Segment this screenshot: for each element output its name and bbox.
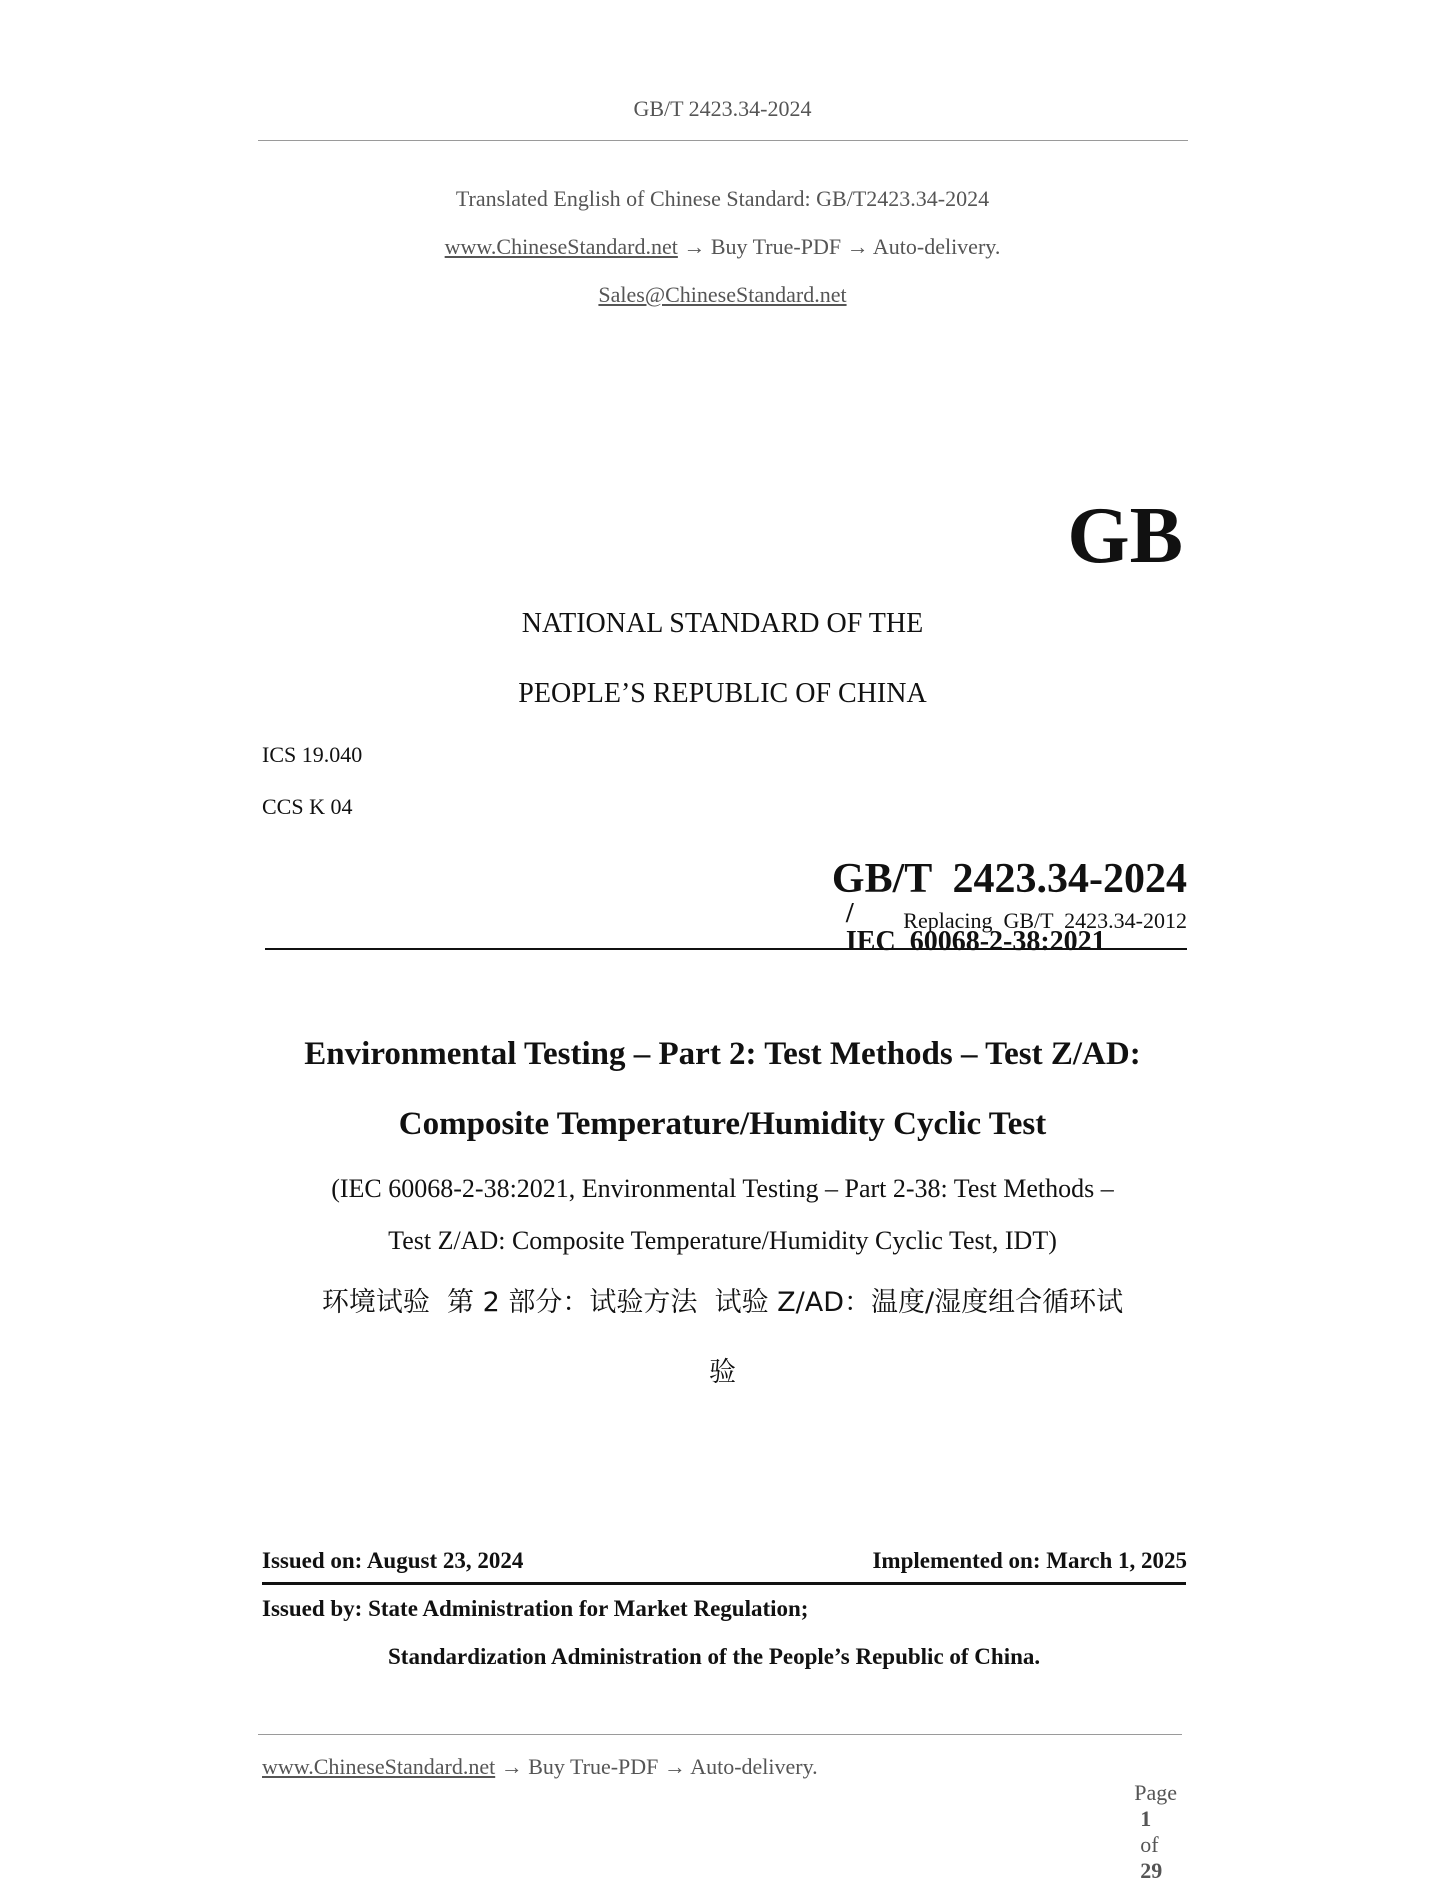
- footer-promo: [262, 1754, 818, 1780]
- title-line2: Composite Temperature/Humidity Cyclic Test: [398, 1106, 1047, 1142]
- header-divider: [258, 140, 1188, 141]
- footer-chinesestandard-link[interactable]: www.ChineseStandard.net: [262, 1754, 496, 1779]
- title-line1: Environmental Testing – Part 2: Test Methods – Test Z/AD:: [304, 1036, 1141, 1072]
- iec-title-line2: Test Z/AD: Composite Temperature/Humidity Cyclic Test, IDT): [388, 1226, 1057, 1255]
- page-current: 1: [1140, 1806, 1152, 1831]
- sales-email-link[interactable]: Sales@ChineseStandard.net: [598, 282, 847, 307]
- chinese-title-line2: 验: [709, 1357, 736, 1388]
- national-standard-line2: PEOPLE’S REPUBLIC OF CHINA: [518, 678, 927, 709]
- iec-title-line1: (IEC 60068-2-38:2021, Environmental Testing – Part 2-38: Test Methods –: [331, 1174, 1114, 1203]
- footer-divider: [258, 1734, 1182, 1735]
- issued-by-line1: Issued by: State Administration for Market Regulation;: [262, 1596, 809, 1621]
- replacing-note: Replacing GB/T 2423.34-2012: [903, 908, 1187, 933]
- standard-number: GB/T 2423.34-2024: [831, 856, 1187, 902]
- standard-number-line: [824, 842, 1187, 956]
- iec-reference: IEC 60068-2-38:2021: [845, 926, 1106, 957]
- running-header: GB/T 2423.34-2024: [633, 96, 812, 121]
- translation-notice: Translated English of Chinese Standard: GB/T2423.34-2024: [455, 186, 990, 211]
- gb-logo: GB: [1067, 492, 1183, 580]
- ics-code: ICS 19.040: [262, 742, 363, 767]
- page-total: 29: [1140, 1858, 1163, 1883]
- page-label: Page: [1134, 1780, 1177, 1805]
- national-standard-line1: NATIONAL STANDARD OF THE: [521, 608, 924, 639]
- page-indicator: [1123, 1754, 1177, 1884]
- issued-on-date: Issued on: August 23, 2024: [262, 1548, 524, 1573]
- page-of: of: [1140, 1832, 1159, 1857]
- issue-divider: [262, 1582, 1186, 1585]
- standard-number-divider: [265, 948, 1187, 950]
- implemented-on-date: Implemented on: March 1, 2025: [872, 1548, 1187, 1573]
- sales-email-line: [0, 282, 1445, 308]
- chinese-title-line1: 环境试验 第 2 部分：试验方法 试验 Z/AD：温度/湿度组合循环试: [321, 1287, 1124, 1318]
- issued-by-line2: Standardization Administration of the People’s Republic of China.: [388, 1644, 1041, 1669]
- slash-separator: /: [845, 898, 854, 929]
- footer-promo-text: → Buy True-PDF → Auto-delivery.: [500, 1754, 818, 1779]
- chinesestandard-link[interactable]: www.ChineseStandard.net: [444, 234, 678, 259]
- promo-text: → Buy True-PDF → Auto-delivery.: [683, 234, 1001, 259]
- translation-promo-line: [0, 234, 1445, 260]
- ccs-code: CCS K 04: [262, 794, 353, 819]
